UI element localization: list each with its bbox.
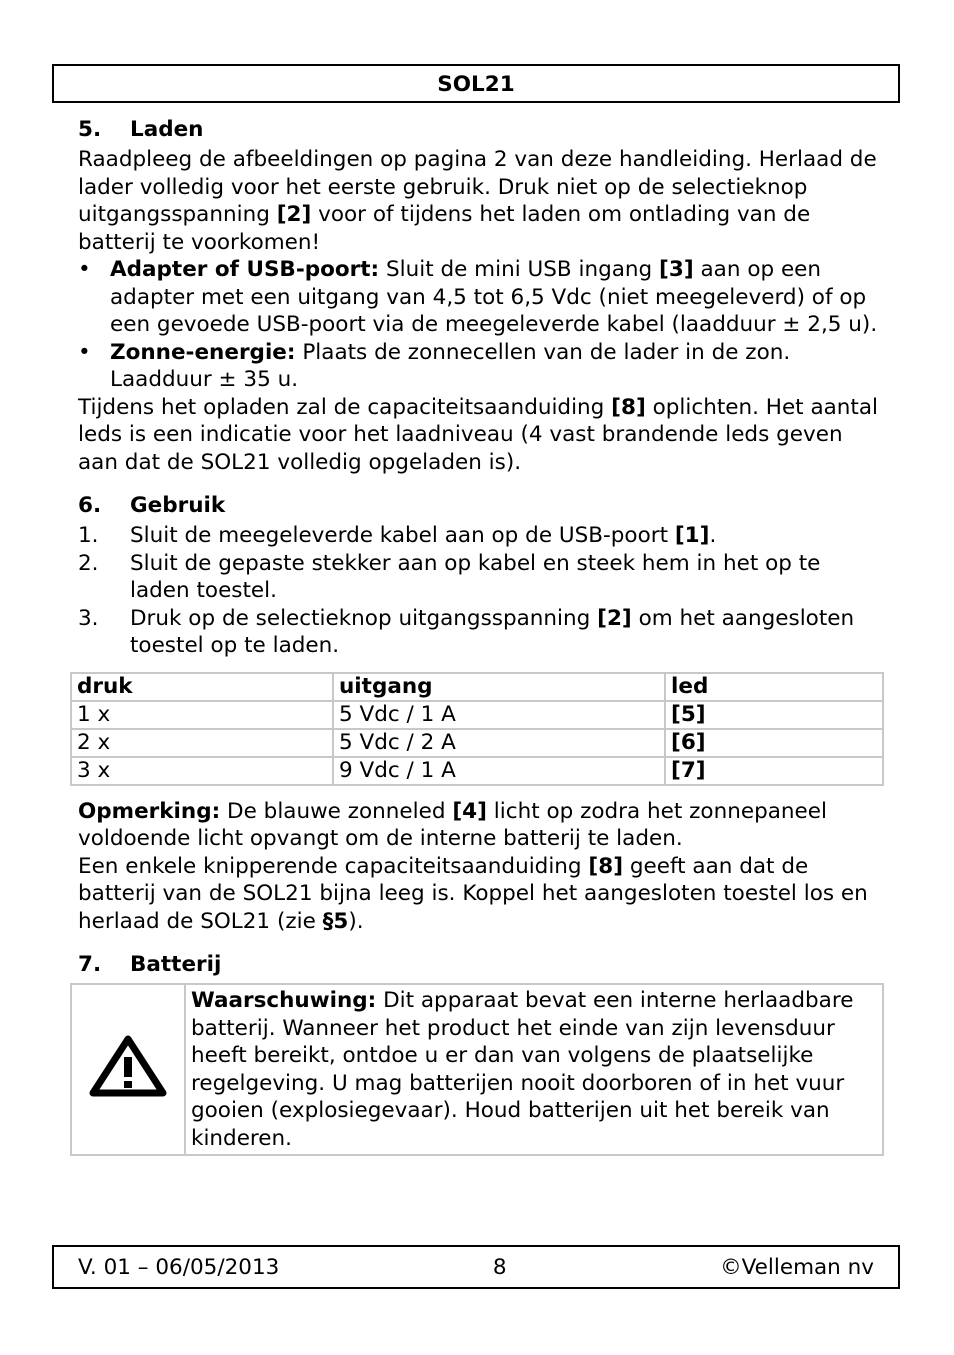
- section-heading-6: 6. Gebruik: [78, 493, 226, 518]
- list-item: • Zonne-energie: Plaats de zonnecellen van de lader in de zon. Laadduur ± 35 u.: [78, 339, 878, 394]
- footer-version: V. 01 – 06/05/2013: [78, 1254, 280, 1280]
- charging-intro: Raadpleeg de afbeeldingen op pagina 2 van deze handleiding. Herlaad de lader volledig voor het eerste gebruik. Druk niet op de selectieknop uitgangsspanning [2] voor of tijdens het laden om ontlading van de batterij te voorkomen!: [78, 147, 877, 255]
- note-paragraph: Opmerking: De blauwe zonneled [4] licht op zodra het zonnepaneel voldoende licht opvangt om de interne batterij te laden.: [78, 798, 827, 851]
- table-row: 1 x 5 Vdc / 1 A [5]: [71, 701, 883, 729]
- charging-outro: Tijdens het opladen zal de capaciteitsaanduiding [8] oplichten. Het aantal leds is een indicatie voor het laadniveau (4 vast brandende leds geven aan dat de SOL21 volledig opgeladen is).: [78, 394, 878, 475]
- charging-options-list: [78, 256, 878, 394]
- output-table: [70, 672, 884, 786]
- page-number: 8: [492, 1254, 507, 1280]
- table-row: 2 x 5 Vdc / 2 A [6]: [71, 729, 883, 757]
- warning-text: Waarschuwing: Dit apparaat bevat een interne herlaadbare batterij. Wanneer het product het einde van zijn levensduur heeft bereikt, ontdoe u er dan van volgens de plaatselijke regelgeving. U mag batterijen nooit doorboren of in het vuur gooien (explosiegevaar). Houd batterijen uit het bereik van kinderen.: [185, 984, 883, 1155]
- page-header: [52, 64, 900, 103]
- page-footer: [52, 1245, 900, 1289]
- page-content: [78, 114, 878, 1156]
- warning-icon: [71, 984, 185, 1155]
- list-item: 2. Sluit de gepaste stekker aan op kabel en steek hem in het op te laden toestel.: [78, 550, 821, 603]
- table-row: 3 x 9 Vdc / 1 A [7]: [71, 757, 883, 785]
- note-paragraph-2: Een enkele knipperende capaciteitsaanduiding [8] geeft aan dat de batterij van de SOL21 bijna leeg is. Koppel het aangesloten toestel los en herlaad de SOL21 (zie §5).: [78, 853, 868, 934]
- usage-steps: [78, 522, 878, 660]
- table-header-row: druk uitgang led: [71, 673, 883, 701]
- warning-box: [70, 983, 884, 1156]
- list-item: 1. Sluit de meegeleverde kabel aan op de USB-poort [1].: [78, 523, 717, 548]
- list-item: 3. Druk op de selectieknop uitgangsspanning [2] om het aangesloten toestel op te laden.: [78, 605, 855, 658]
- section-heading-7: 7. Batterij: [78, 952, 222, 977]
- footer-copyright: ©Velleman nv: [720, 1254, 874, 1280]
- header-title: SOL21: [437, 72, 515, 97]
- section-heading-5: 5. Laden: [78, 117, 204, 142]
- list-item: • Adapter of USB-poort: Sluit de mini USB ingang [3] aan op een adapter met een uitgang van 4,5 tot 6,5 Vdc (niet meegeleverd) of op een gevoede USB-poort via de meegeleverde kabel (laadduur ± 2,5 u).: [78, 256, 878, 339]
